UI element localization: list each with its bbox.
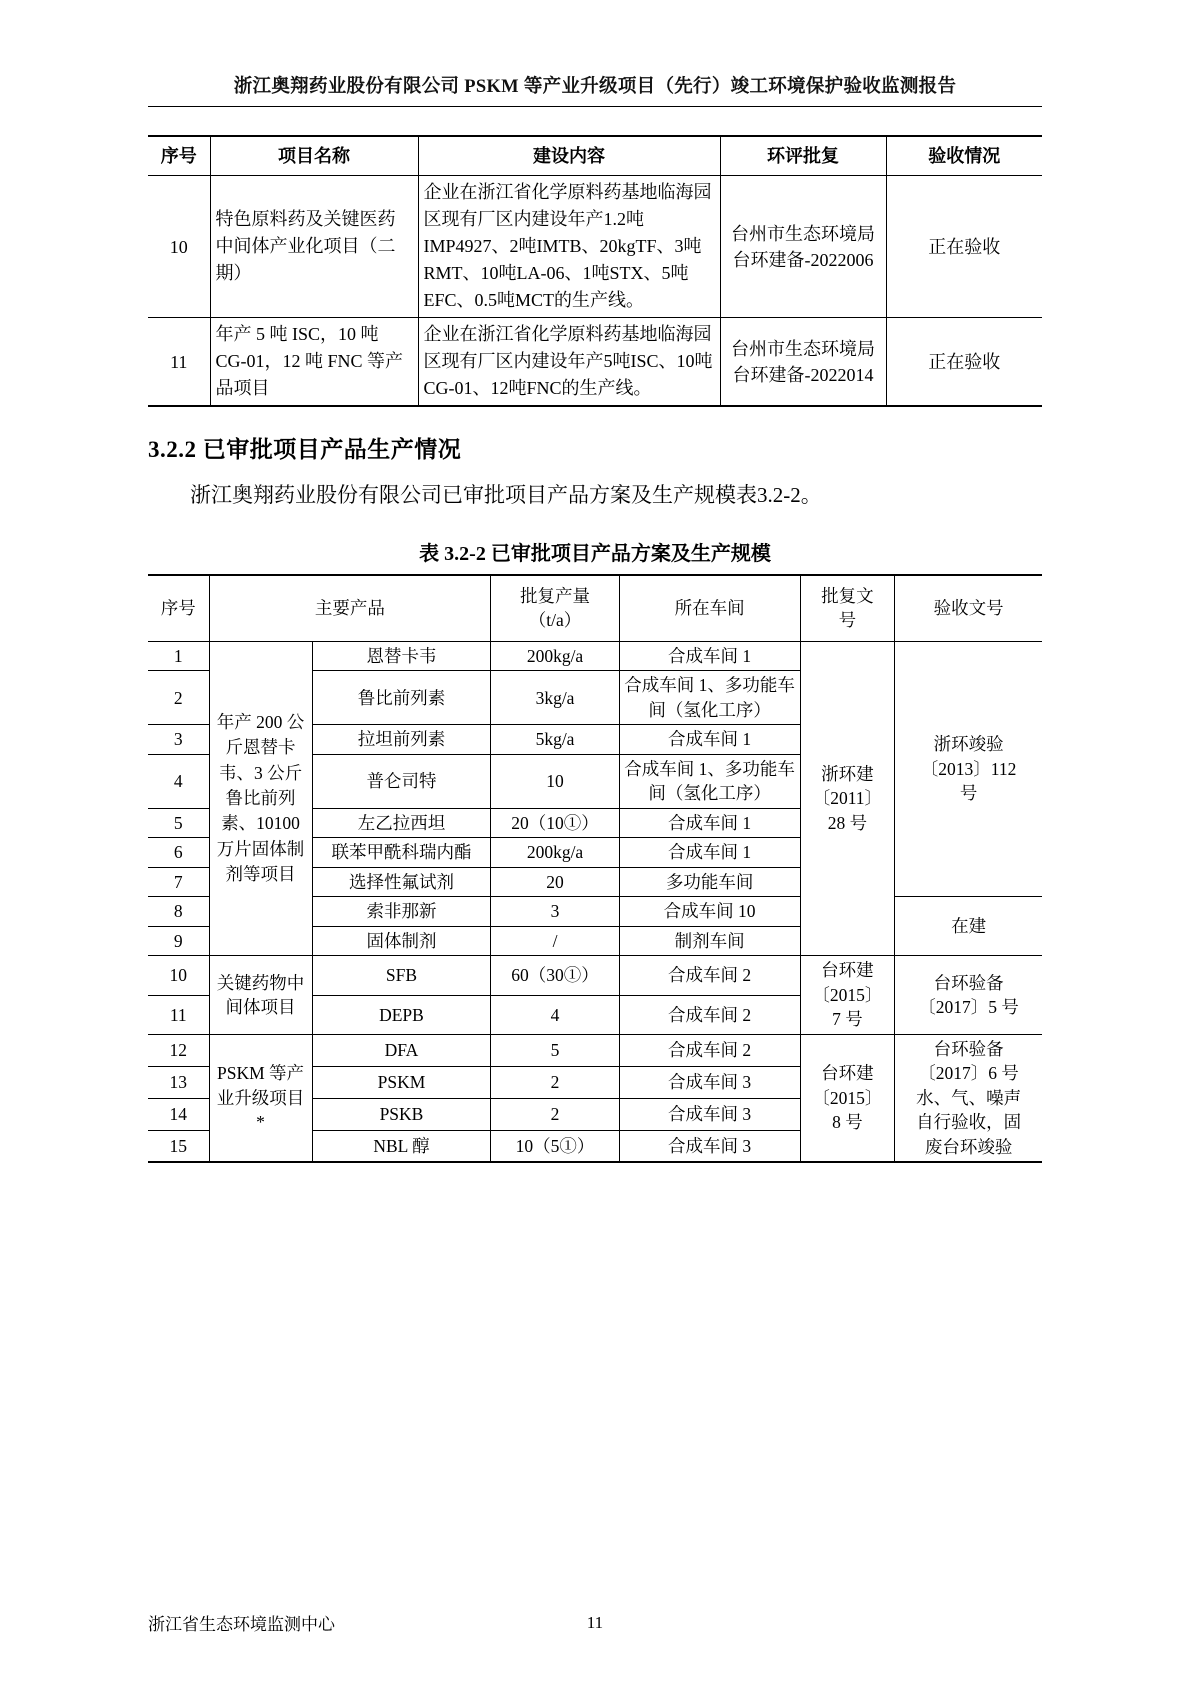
approval-line2: 〔2015〕 (812, 984, 883, 1005)
cell-content: 企业在浙江省化学原料药基地临海园区现有厂区内建设年产5吨ISC、10吨CG-01、12吨FNC的生产线。 (418, 318, 720, 407)
cell-product: 拉坦前列素 (312, 725, 491, 755)
cell-workshop: 合成车间 1 (619, 641, 800, 671)
approved-projects-table (148, 135, 1042, 407)
acceptance-line1: 浙环竣验 (933, 734, 1004, 755)
cell-project-name: 年产 5 吨 ISC，10 吨 CG-01，12 吨 FNC 等产品项目 (210, 318, 418, 407)
acceptance-line2: 〔2017〕6 号 (918, 1063, 1019, 1084)
cell-workshop: 合成车间 3 (619, 1098, 800, 1130)
cell-acceptance-doc (895, 641, 1042, 897)
acceptance-line3: 号 (959, 783, 978, 804)
cell-product: 选择性氟试剂 (312, 867, 491, 897)
col-no: 序号 (148, 136, 210, 176)
cell-workshop: 合成车间 1、多功能车间（氢化工序） (619, 671, 800, 725)
cell-no: 10 (148, 956, 209, 995)
cell-output: 5 (491, 1034, 619, 1066)
cell-output: 200kg/a (491, 838, 619, 868)
approval-line3: 7 号 (832, 1009, 863, 1030)
cell-approval: 台州市生态环境局 台环建备-2022014 (720, 318, 886, 407)
cell-no: 13 (148, 1066, 209, 1098)
cell-no: 3 (148, 725, 209, 755)
cell-status: 正在验收 (886, 176, 1042, 318)
col-acceptance-doc: 验收文号 (895, 575, 1042, 642)
cell-product: 恩替卡韦 (312, 641, 491, 671)
cell-output: 60（30①） (491, 956, 619, 995)
cell-output: 3kg/a (491, 671, 619, 725)
cell-output: 2 (491, 1098, 619, 1130)
footer-organization: 浙江省生态环境监测中心 (148, 1615, 335, 1634)
cell-workshop: 多功能车间 (619, 867, 800, 897)
table-row (148, 176, 1042, 318)
cell-product: SFB (312, 956, 491, 995)
cell-workshop: 合成车间 2 (619, 995, 800, 1034)
cell-product-group: PSKM 等产业升级项目* (209, 1034, 312, 1162)
cell-workshop: 合成车间 3 (619, 1066, 800, 1098)
cell-output: 20（10①） (491, 808, 619, 838)
cell-approval-doc (800, 1034, 895, 1162)
acceptance-line5: 废台环竣验 (924, 1136, 1013, 1157)
approval-line2: 〔2011〕 (812, 788, 883, 809)
col-approval-line1: 批复文 (821, 585, 874, 606)
header-divider (148, 106, 1042, 107)
approval-line3: 8 号 (832, 1112, 863, 1133)
cell-product-group: 年产 200 公斤恩替卡韦、3 公斤鲁比前列素、10100 万片固体制剂等项目 (209, 641, 312, 956)
table-row (148, 641, 1042, 671)
col-approval-doc (800, 575, 895, 642)
cell-no: 1 (148, 641, 209, 671)
approval-line2: 〔2015〕 (812, 1087, 883, 1108)
cell-product: DEPB (312, 995, 491, 1034)
col-status: 验收情况 (886, 136, 1042, 176)
cell-no: 14 (148, 1098, 209, 1130)
approval-line1: 台环建 (821, 1063, 874, 1084)
cell-workshop: 合成车间 1、多功能车间（氢化工序） (619, 754, 800, 808)
cell-product: DFA (312, 1034, 491, 1066)
cell-workshop: 合成车间 3 (619, 1130, 800, 1162)
cell-content: 企业在浙江省化学原料药基地临海园区现有厂区内建设年产1.2吨IMP4927、2吨IMTB、20kgTF、3吨RMT、10吨LA-06、1吨STX、5吨EFC、0.5吨MCT的生产线。 (418, 176, 720, 318)
col-no: 序号 (148, 575, 209, 642)
acceptance-line1: 台环验备 (933, 972, 1004, 993)
col-output-line1: 批复产量 (520, 585, 591, 606)
col-content: 建设内容 (418, 136, 720, 176)
cell-no: 7 (148, 867, 209, 897)
cell-workshop: 合成车间 1 (619, 808, 800, 838)
cell-project-name: 特色原料药及关键医药中间体产业化项目（二期） (210, 176, 418, 318)
cell-output: 20 (491, 867, 619, 897)
cell-approval: 台州市生态环境局 台环建备-2022006 (720, 176, 886, 318)
col-product: 主要产品 (209, 575, 491, 642)
approval-line1: 浙环建 (821, 763, 874, 784)
table-row (148, 1034, 1042, 1066)
cell-product: 鲁比前列素 (312, 671, 491, 725)
acceptance-line2: 〔2017〕5 号 (918, 997, 1019, 1018)
cell-product: 左乙拉西坦 (312, 808, 491, 838)
cell-workshop: 合成车间 1 (619, 838, 800, 868)
cell-no: 12 (148, 1034, 209, 1066)
col-output-line2: （t/a） (528, 610, 582, 631)
cell-product: 索非那新 (312, 897, 491, 927)
cell-output: 5kg/a (491, 725, 619, 755)
cell-approval-doc (800, 641, 895, 956)
cell-output: 3 (491, 897, 619, 927)
table-row (148, 318, 1042, 407)
table2-caption: 表 3.2-2 已审批项目产品方案及生产规模 (419, 542, 771, 565)
cell-acceptance-doc (895, 1034, 1042, 1162)
cell-acceptance-doc (895, 956, 1042, 1035)
table-row (148, 956, 1042, 995)
col-workshop: 所在车间 (619, 575, 800, 642)
footer-page-number: 11 (586, 1612, 604, 1632)
cell-workshop: 合成车间 2 (619, 1034, 800, 1066)
table-header-row (148, 575, 1042, 642)
cell-no: 6 (148, 838, 209, 868)
cell-product: 固体制剂 (312, 926, 491, 956)
cell-no: 2 (148, 671, 209, 725)
cell-no: 11 (148, 318, 210, 407)
page-header (148, 0, 1042, 107)
col-project-name: 项目名称 (210, 136, 418, 176)
cell-acceptance-doc: 在建 (895, 897, 1042, 956)
approval-line1: 台环建 (821, 960, 874, 981)
cell-no: 11 (148, 995, 209, 1034)
cell-output: 10 (491, 754, 619, 808)
acceptance-line1: 台环验备 (933, 1038, 1004, 1059)
cell-output: 10（5①） (491, 1130, 619, 1162)
cell-output: 2 (491, 1066, 619, 1098)
cell-status: 正在验收 (886, 318, 1042, 407)
col-approval-line2: 号 (838, 610, 857, 631)
table-header-row (148, 136, 1042, 176)
cell-product: 普仑司特 (312, 754, 491, 808)
cell-no: 5 (148, 808, 209, 838)
acceptance-line3: 水、气、噪声 (916, 1087, 1022, 1108)
cell-approval-doc (800, 956, 895, 1035)
cell-no: 8 (148, 897, 209, 927)
product-scheme-table (148, 574, 1042, 1164)
cell-product: PSKB (312, 1098, 491, 1130)
cell-no: 15 (148, 1130, 209, 1162)
header-title: 浙江奥翔药业股份有限公司 PSKM 等产业升级项目（先行）竣工环境保护验收监测报告 (233, 77, 957, 97)
section-paragraph: 浙江奥翔药业股份有限公司已审批项目产品方案及生产规模表3.2-2。 (190, 483, 822, 508)
cell-workshop: 合成车间 2 (619, 956, 800, 995)
col-approval: 环评批复 (720, 136, 886, 176)
approval-line3: 28 号 (827, 812, 868, 833)
section-heading: 3.2.2 已审批项目产品生产情况 (148, 437, 462, 463)
page-footer (148, 1610, 1042, 1635)
cell-product: NBL 醇 (312, 1130, 491, 1162)
cell-output: 4 (491, 995, 619, 1034)
cell-product-group: 关键药物中间体项目 (209, 956, 312, 1035)
cell-no: 4 (148, 754, 209, 808)
cell-output: / (491, 926, 619, 956)
acceptance-line2: 〔2013〕112 (920, 758, 1017, 779)
cell-workshop: 合成车间 10 (619, 897, 800, 927)
cell-product: 联苯甲酰科瑞内酯 (312, 838, 491, 868)
cell-no: 10 (148, 176, 210, 318)
cell-product: PSKM (312, 1066, 491, 1098)
cell-workshop: 制剂车间 (619, 926, 800, 956)
acceptance-line4: 自行验收，固 (916, 1112, 1022, 1133)
cell-output: 200kg/a (491, 641, 619, 671)
cell-no: 9 (148, 926, 209, 956)
cell-workshop: 合成车间 1 (619, 725, 800, 755)
col-output (491, 575, 619, 642)
